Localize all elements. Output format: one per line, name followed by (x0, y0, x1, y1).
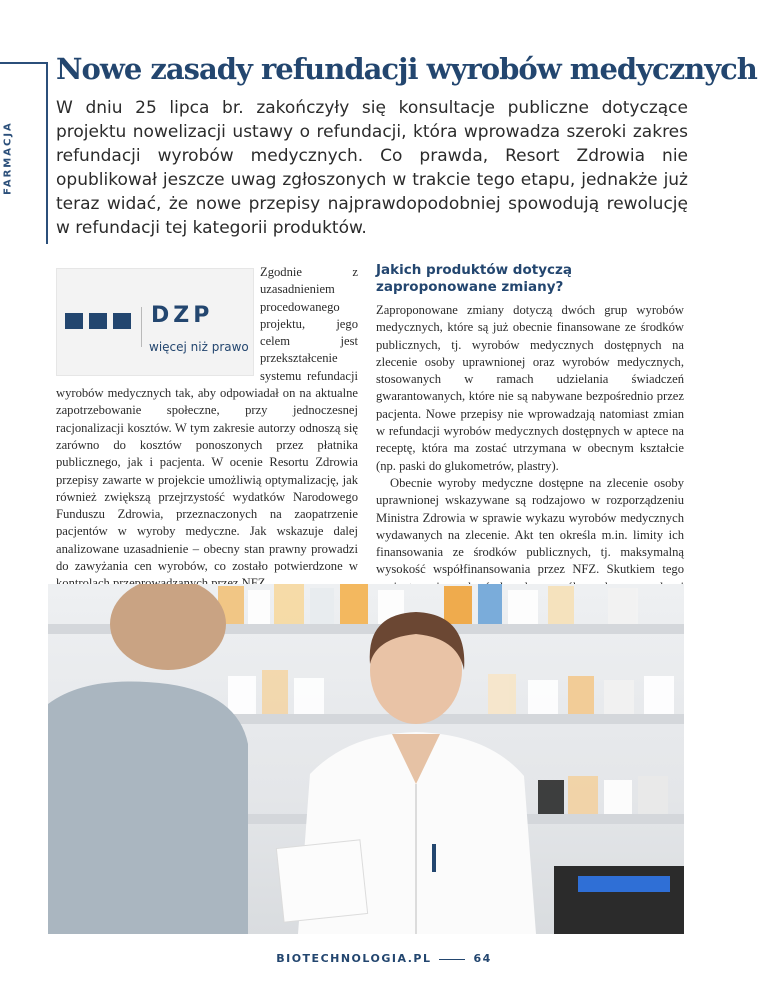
logo-square-3 (113, 313, 131, 329)
pharmacy-photo (48, 584, 684, 934)
page-footer (0, 952, 768, 965)
right-paragraph-1: Zaproponowane zmiany dotyczą dwóch grup wyrobów medycznych, które są już obecnie finansowane ze środków publicznych, tj. wyrobów medycznych dostępnych na zlecenie osoby uprawnionej oraz wyrobów medycznych, stosowanych w ramach udzielania świadczeń gwarantowanych, które nie są nabywane bezpośrednio przez pacjenta. Nowe przepisy nie wprowadzają natomiast zmian w refundacji wyrobów medycznych dostępnych w aptece na receptę, która ma zostać utrzymana w obecnym kształcie (np. paski do glukometrów, plastry). (376, 303, 684, 473)
right-column (376, 262, 684, 613)
section-label: FARMACJA (2, 121, 14, 195)
dzp-logo (56, 268, 254, 376)
left-column (56, 264, 358, 593)
logo-square-2 (89, 313, 107, 329)
section-heading: Jakich produktów dotyczą zaproponowane zmiany? (376, 262, 572, 295)
footer-site: BIOTECHNOLOGIA.PL (276, 952, 432, 965)
article-title: Nowe zasady refundacji wyrobów medycznych (56, 52, 757, 86)
footer-separator (439, 959, 465, 960)
logo-square-1 (65, 313, 83, 329)
pharmacy-photo-illustration (48, 584, 684, 934)
article-lead: W dniu 25 lipca br. zakończyły się konsultacje publiczne dotyczące projektu nowelizacji ustawy o refundacji, która wprowadza szeroki zakres refundacji wyrobów medycznych. Co prawda, Resort Zdrowia nie opublikował jeszcze uwag zgłoszonych w trakcie tego etapu, jednakże już teraz widać, że nowe przepisy najprawdopodobniej spowodują rewolucję w refundacji tej kategorii produktów. (56, 98, 688, 238)
left-paragraph: Zgodnie z uzasadnieniem procedowanego projektu, jego celem jest przekształcenie systemu refundacji wyrobów medycznych tak, aby odpowiadał on na aktualne zapotrzebowanie społeczne, przy jednoczesnej racjonalizacji kosztów. W tym zakresie autorzy odnoszą się zarówno do kosztów ponoszonych przez płatnika publicznego, jak i pacjenta. W ocenie Resortu Zdrowia przepisy zawarte w projekcie umożliwią optymalizację, jak również zwiększą przejrzystość wydatków Narodowego Funduszu Zdrowia, przeznaczonych na zaopatrzenie pacjentów w wyroby medyczne. Jak wskazuje dalej analizowane uzasadnienie – obecny stan prawny prowadzi do zawyżania cen wyrobów, co zostało potwierdzone w (56, 265, 358, 574)
logo-squares (65, 313, 131, 329)
logo-tagline: więcej niż prawo (149, 340, 249, 354)
page-number: 64 (473, 952, 492, 965)
logo-brand: DZP (151, 303, 214, 328)
right-paragraph-2: Obecnie wyroby medyczne dostępne na zlecenie osoby uprawnionej wskazywane są rodzajowo w rozporządzeniu Ministra Zdrowia w sprawie wykazu wyrobów medycznych wydawanych na zlecenie. Akt ten określa m.in. limity ich finansowania ze środków publicznych, tj. maksymalną wysokość współfinansowania przez NFZ. Skutkiem tego (376, 475, 684, 577)
logo-divider (141, 307, 142, 347)
